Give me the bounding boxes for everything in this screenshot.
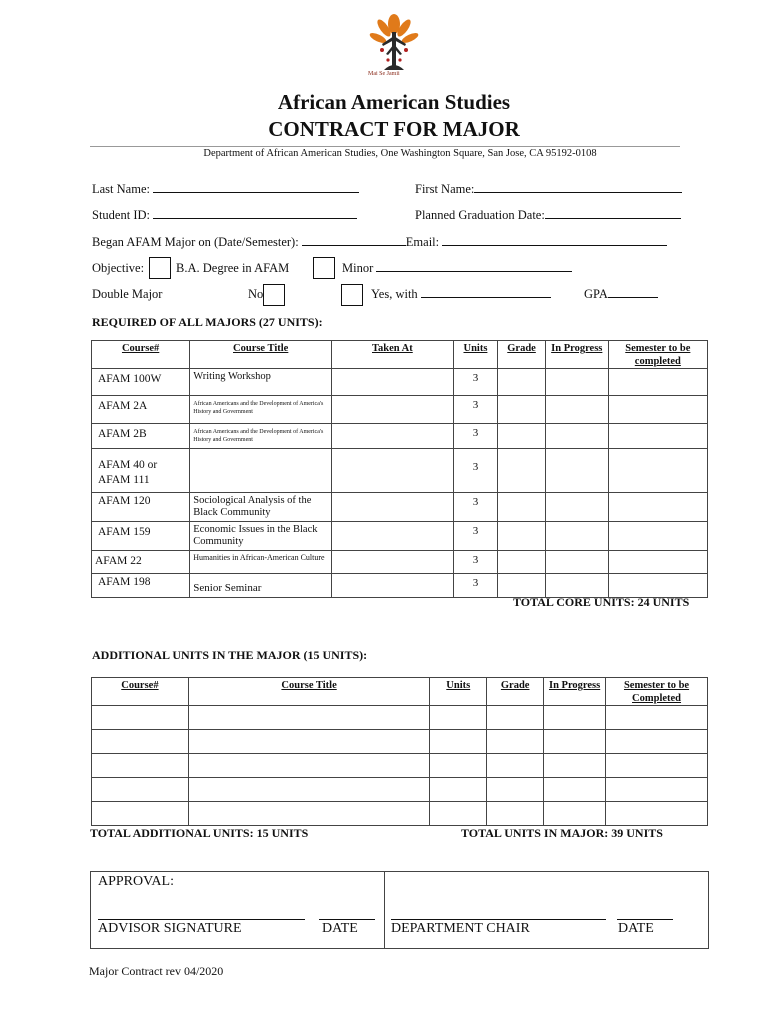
grade-cell[interactable] bbox=[498, 574, 546, 598]
student-id-label: Student ID: bbox=[92, 208, 150, 222]
logo-caption: Mai Se Jamii bbox=[368, 71, 400, 77]
course-title bbox=[190, 449, 332, 493]
department-address: Department of African American Studies, One Washington Square, San Jose, CA 95192-0108 bbox=[203, 148, 597, 159]
gpa-field[interactable] bbox=[584, 287, 658, 302]
units-cell: 3 bbox=[453, 396, 498, 424]
units-cell: 3 bbox=[453, 449, 498, 493]
grade-cell[interactable] bbox=[498, 396, 546, 424]
course-number: AFAM 198 bbox=[92, 574, 190, 598]
course-title: African Americans and the Development of America's History and Government bbox=[190, 396, 332, 424]
in-progress-cell[interactable] bbox=[545, 449, 608, 493]
minor-blank[interactable] bbox=[376, 271, 572, 272]
yes-checkbox[interactable] bbox=[341, 284, 363, 306]
department-chair-label: DEPARTMENT CHAIR bbox=[391, 921, 530, 936]
course-number: AFAM 40 or AFAM 111 bbox=[92, 449, 190, 493]
course-title: Economic Issues in the Black Community bbox=[190, 522, 332, 551]
col-course-title: Course Title bbox=[190, 341, 332, 369]
table-row bbox=[92, 424, 708, 449]
began-blank[interactable] bbox=[302, 245, 406, 246]
course-number: AFAM 22 bbox=[92, 551, 190, 574]
required-courses-table bbox=[91, 340, 708, 598]
began-field[interactable] bbox=[92, 235, 667, 250]
semester-cell[interactable] bbox=[608, 396, 707, 424]
planned-grad-field[interactable] bbox=[415, 208, 681, 223]
taken-at-cell[interactable] bbox=[332, 369, 454, 396]
in-progress-cell[interactable] bbox=[545, 369, 608, 396]
col-course-title: Course Title bbox=[188, 678, 429, 706]
units-cell: 3 bbox=[453, 493, 498, 522]
student-id-blank[interactable] bbox=[153, 218, 357, 219]
additional-heading: ADDITIONAL UNITS IN THE MAJOR (15 UNITS): bbox=[92, 648, 368, 662]
advisor-signature-label: ADVISOR SIGNATURE bbox=[98, 921, 242, 936]
course-number: AFAM 100W bbox=[92, 369, 190, 396]
in-progress-cell[interactable] bbox=[545, 551, 608, 574]
last-name-blank[interactable] bbox=[153, 192, 359, 193]
col-in-progress: In Progress bbox=[545, 341, 608, 369]
header-divider bbox=[90, 146, 680, 147]
additional-courses-table bbox=[91, 677, 708, 826]
began-label: Began AFAM Major on (Date/Semester): bbox=[92, 235, 299, 249]
footer-revision: Major Contract rev 04/2020 bbox=[89, 964, 224, 978]
chair-signature-line[interactable] bbox=[391, 919, 606, 920]
grade-cell[interactable] bbox=[498, 551, 546, 574]
grade-cell[interactable] bbox=[498, 449, 546, 493]
col-in-progress: In Progress bbox=[544, 678, 606, 706]
col-taken-at: Taken At bbox=[332, 341, 454, 369]
in-progress-cell[interactable] bbox=[545, 424, 608, 449]
approval-box bbox=[90, 871, 709, 949]
course-number: AFAM 2B bbox=[92, 424, 190, 449]
col-semester: Semester to be Completed bbox=[606, 678, 708, 706]
course-number: AFAM 159 bbox=[92, 522, 190, 551]
minor-checkbox[interactable] bbox=[313, 257, 335, 279]
no-checkbox[interactable] bbox=[263, 284, 285, 306]
gpa-blank[interactable] bbox=[608, 297, 658, 298]
taken-at-cell[interactable] bbox=[332, 574, 454, 598]
last-name-label: Last Name: bbox=[92, 182, 150, 196]
units-cell: 3 bbox=[453, 551, 498, 574]
total-units-in-major: TOTAL UNITS IN MAJOR: 39 UNITS bbox=[461, 826, 663, 840]
in-progress-cell[interactable] bbox=[545, 574, 608, 598]
taken-at-cell[interactable] bbox=[332, 449, 454, 493]
double-major-label: Double Major bbox=[92, 287, 163, 301]
col-grade: Grade bbox=[487, 678, 544, 706]
table-row[interactable] bbox=[92, 778, 708, 802]
table-row bbox=[92, 574, 708, 598]
chair-date-line[interactable] bbox=[617, 919, 673, 920]
semester-cell[interactable] bbox=[608, 574, 707, 598]
semester-cell[interactable] bbox=[608, 369, 707, 396]
table-row[interactable] bbox=[92, 802, 708, 826]
semester-cell[interactable] bbox=[608, 424, 707, 449]
ba-degree-checkbox[interactable] bbox=[149, 257, 171, 279]
semester-cell[interactable] bbox=[608, 449, 707, 493]
table-row bbox=[92, 369, 708, 396]
last-name-field[interactable] bbox=[92, 182, 359, 197]
units-cell: 3 bbox=[453, 522, 498, 551]
ba-degree-label: B.A. Degree in AFAM bbox=[176, 261, 290, 275]
table-row[interactable] bbox=[92, 754, 708, 778]
taken-at-cell[interactable] bbox=[332, 424, 454, 449]
grade-cell[interactable] bbox=[498, 522, 546, 551]
in-progress-cell[interactable] bbox=[545, 396, 608, 424]
grade-cell[interactable] bbox=[498, 369, 546, 396]
table-row[interactable] bbox=[92, 706, 708, 730]
taken-at-cell[interactable] bbox=[332, 493, 454, 522]
course-title: Humanities in African-American Culture bbox=[190, 551, 332, 574]
units-cell: 3 bbox=[453, 424, 498, 449]
course-title: Sociological Analysis of the Black Community bbox=[190, 493, 332, 522]
yes-with-label: Yes, with bbox=[371, 287, 418, 301]
taken-at-cell[interactable] bbox=[332, 396, 454, 424]
table-row bbox=[92, 449, 708, 493]
col-semester: Semester to be completed bbox=[608, 341, 707, 369]
yes-with-blank[interactable] bbox=[421, 297, 551, 298]
in-progress-cell[interactable] bbox=[545, 522, 608, 551]
minor-field[interactable] bbox=[342, 261, 572, 276]
table-header-row bbox=[92, 341, 708, 369]
first-name-field[interactable] bbox=[415, 182, 682, 197]
yes-with-field[interactable] bbox=[371, 287, 551, 302]
gpa-label: GPA bbox=[584, 287, 608, 301]
advisor-signature-line[interactable] bbox=[98, 919, 305, 920]
page-title: African American Studies bbox=[277, 90, 511, 114]
table-header-row bbox=[92, 678, 708, 706]
email-blank[interactable] bbox=[442, 245, 667, 246]
table-row bbox=[92, 396, 708, 424]
col-course: Course# bbox=[92, 341, 190, 369]
objective-label: Objective: bbox=[92, 261, 145, 275]
course-number: AFAM 2A bbox=[92, 396, 190, 424]
taken-at-cell[interactable] bbox=[332, 522, 454, 551]
approval-label: APPROVAL: bbox=[98, 874, 174, 889]
required-heading: REQUIRED OF ALL MAJORS (27 UNITS): bbox=[92, 315, 323, 329]
col-units: Units bbox=[430, 678, 487, 706]
semester-cell[interactable] bbox=[608, 551, 707, 574]
total-additional-units: TOTAL ADDITIONAL UNITS: 15 UNITS bbox=[90, 826, 309, 840]
advisor-date-line[interactable] bbox=[319, 919, 375, 920]
col-units: Units bbox=[453, 341, 498, 369]
grade-cell[interactable] bbox=[498, 493, 546, 522]
col-course: Course# bbox=[92, 678, 189, 706]
table-row bbox=[92, 551, 708, 574]
taken-at-cell[interactable] bbox=[332, 551, 454, 574]
advisor-date-label: DATE bbox=[322, 921, 358, 936]
units-cell: 3 bbox=[453, 369, 498, 396]
first-name-blank[interactable] bbox=[474, 192, 682, 193]
approval-divider bbox=[384, 872, 385, 948]
course-title: Senior Seminar bbox=[190, 574, 332, 598]
semester-cell[interactable] bbox=[608, 493, 707, 522]
total-core-units: TOTAL CORE UNITS: 24 UNITS bbox=[513, 595, 690, 609]
table-row bbox=[92, 522, 708, 551]
grade-cell[interactable] bbox=[498, 424, 546, 449]
minor-label: Minor bbox=[342, 261, 374, 275]
table-row[interactable] bbox=[92, 730, 708, 754]
course-title: African Americans and the Development of America's History and Government bbox=[190, 424, 332, 449]
in-progress-cell[interactable] bbox=[545, 493, 608, 522]
page-subtitle: CONTRACT FOR MAJOR bbox=[268, 117, 520, 141]
course-title: Writing Workshop bbox=[190, 369, 332, 396]
units-cell: 3 bbox=[453, 574, 498, 598]
semester-cell[interactable] bbox=[608, 522, 707, 551]
planned-grad-blank[interactable] bbox=[545, 218, 681, 219]
email-label: Email: bbox=[405, 235, 440, 249]
table-row bbox=[92, 493, 708, 522]
student-id-field[interactable] bbox=[92, 208, 357, 223]
no-label: No bbox=[248, 287, 264, 301]
col-grade: Grade bbox=[498, 341, 546, 369]
planned-grad-label: Planned Graduation Date: bbox=[415, 208, 545, 222]
chair-date-label: DATE bbox=[618, 921, 654, 936]
first-name-label: First Name: bbox=[415, 182, 475, 196]
course-number: AFAM 120 bbox=[92, 493, 190, 522]
